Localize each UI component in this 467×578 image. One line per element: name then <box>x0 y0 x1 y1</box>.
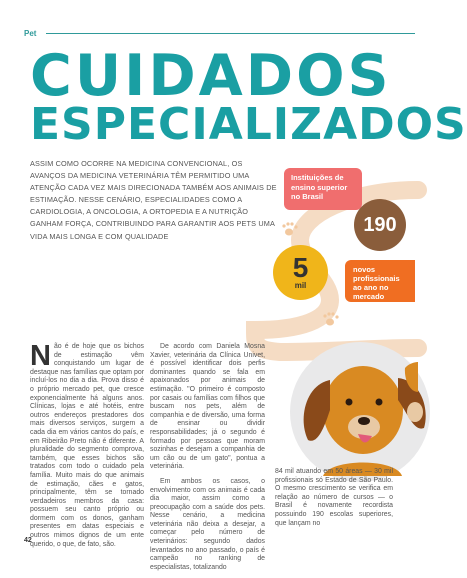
headline-line-1: CUIDADOS <box>30 43 392 109</box>
section-tag: Pet <box>24 29 37 38</box>
article-col3-paragraph: 84 mil atuando em 50 áreas — 30 mil profissionais só Estado de São Paulo. O mesmo crescimento se verifica em relação ao número de cursos — o Brasil é novamente recordista possuindo 190 escolas superiores, que lançam no <box>275 468 393 527</box>
stat-professionals-circle <box>273 245 328 300</box>
article-column-1 <box>30 340 144 549</box>
stat-institutions-label: Instituições de ensino superior no Brasil <box>291 173 348 201</box>
stat-institutions-value: 190 <box>354 199 406 251</box>
stat-professionals-unit: mil <box>294 281 307 290</box>
article-col2-paragraph-1: De acordo com Daniela Mosna Xavier, veterinária da Clínica Univet, é possível identificar dois perfis dominantes quando se fala em apaixonados por animais de estimação. "O primeiro é composto por casais ou famílias com filhos que buscam nos pets, além de companhia e de diversão, uma forma de ensinar ou dividir responsabilidades; já o segundo é formado por pessoas que moram sozinhas e desejam a companhia de um cão ou de um gato", pontua a veterinária. <box>150 343 265 471</box>
article-column-2 <box>150 343 265 578</box>
dropcap: N <box>30 340 51 372</box>
stat-institutions-box <box>284 168 362 210</box>
article-col1-text: ão é de hoje que os bichos de estimação vêm conquistando um lugar de destaque nas famílias que optam por incluí-los no dia a dia. Prova disso é o próprio mercado pet, que cresce exponencialmente há alguns anos. Clínicas, lojas e até hotéis, entre outros endereços prestadores dos mais diversos serviços, surgem a cada dia em vários cantos do país, e em Ribeirão Preto não é diferente. A pluralidade do segmento comprova, também, que esses bichos são tratados com todo o cuidado pela família. Muito mais do que animais de estimação, cães e gatos, principalmente, têm se tornado verdadeiros membros da casa: possuem seu canto próprio ou dormem com os donos, ganham presentes em datas especiais e outros mimos dignos de um ente querido, o que, de fato, são. <box>30 343 144 548</box>
article-col2-paragraph-2: Em ambos os casos, o envolvimento com os animais é cada dia maior, assim como a preocupação com a saúde dos pets. Nesse cenário, a medicina veterinária não deixa a desejar, a começar pelo número de veterinários: segundo dados levantados no ano passado, o país é campeão no ranking de especialistas, totalizando <box>150 477 265 571</box>
stat-professionals-label: novos profissionais ao ano no mercado <box>353 265 400 301</box>
article-column-3 <box>275 468 393 534</box>
stat-professionals-box <box>345 260 415 302</box>
stat-professionals-value: 5 <box>292 252 309 283</box>
headline-line-2: ESPECIALIZADOS <box>30 99 467 150</box>
lede-paragraph: ASSIM COMO OCORRE NA MEDICINA CONVENCIONAL, OS AVANÇOS DA MEDICINA VETERINÁRIA TÊM PERMITIDO UMA ATENÇÃO CADA VEZ MAIS DIRECIONADA TAMBÉM AOS ANIMAIS DE ESTIMAÇÃO. NESSE CENÁRIO, ESPECIALIDADES COMO A CARDIOLOGIA, A ONCOLOGIA, A ORTOPEDIA E A NUTRIÇÃO GANHAM FORÇA, CONTRIBUINDO PARA GARANTIR AOS PETS UMA VIDA MAIS LONGA E COM QUALIDADE <box>30 159 277 241</box>
page-number: 42 <box>24 537 32 544</box>
